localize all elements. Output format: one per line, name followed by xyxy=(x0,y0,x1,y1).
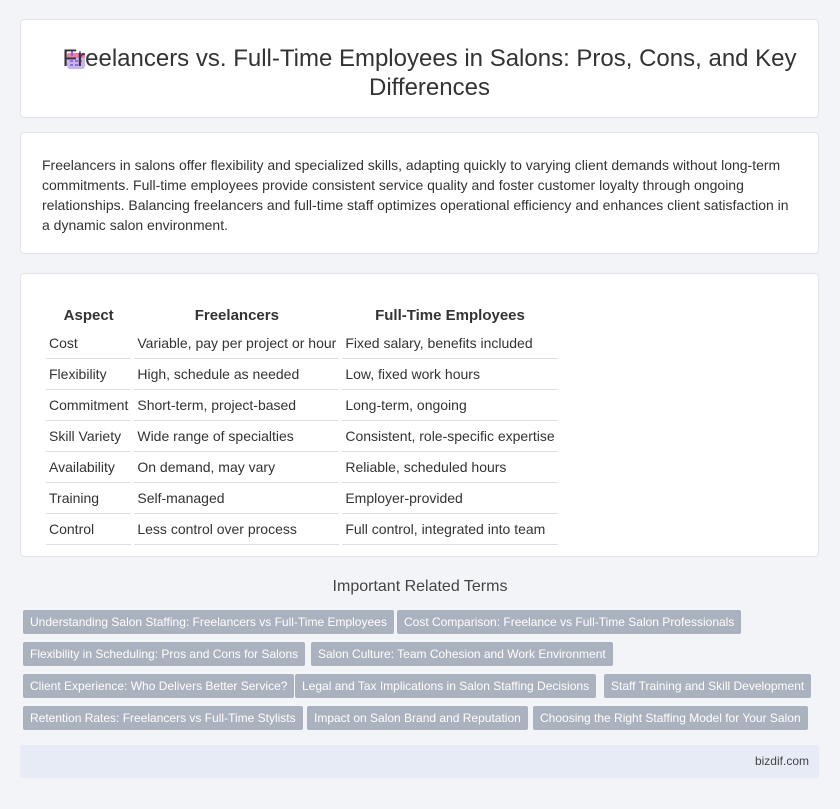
cell-aspect: Control xyxy=(46,514,131,545)
related-tag-link[interactable]: Salon Culture: Team Cohesion and Work Environment xyxy=(311,642,613,666)
cell-full-time: Low, fixed work hours xyxy=(342,359,557,390)
comparison-table xyxy=(43,296,561,545)
cell-full-time: Full control, integrated into team xyxy=(342,514,557,545)
intro-paragraph: Freelancers in salons offer flexibility and specialized skills, adapting quickly to varying client demands without long-term commitments. Full-time employees provide consistent service quality and foster customer loyalty through ongoing relationships. Balancing freelancers and full-time staff optimizes operational efficiency and enhances client satisfaction in a dynamic salon environment. xyxy=(42,157,789,233)
cell-freelancers: Wide range of specialties xyxy=(134,421,339,452)
intro-card xyxy=(20,132,819,254)
table-row xyxy=(46,359,558,390)
related-tag-link[interactable]: Impact on Salon Brand and Reputation xyxy=(307,706,528,730)
cell-full-time: Reliable, scheduled hours xyxy=(342,452,557,483)
related-terms-heading: Important Related Terms xyxy=(332,578,508,595)
header-freelancers: Freelancers xyxy=(194,307,279,324)
related-tag-link[interactable]: Choosing the Right Staffing Model for Your Salon xyxy=(533,706,808,730)
cell-freelancers: Short-term, project-based xyxy=(134,390,339,421)
cell-aspect: Cost xyxy=(46,328,131,359)
table-row xyxy=(46,483,558,514)
related-tag-link[interactable]: Flexibility in Scheduling: Pros and Cons for Salons xyxy=(23,642,305,666)
header-aspect: Aspect xyxy=(63,307,114,324)
related-tag-link[interactable]: Staff Training and Skill Development xyxy=(604,674,811,698)
title-card xyxy=(20,19,819,118)
header-full-time: Full-Time Employees xyxy=(375,307,525,324)
cell-full-time: Fixed salary, benefits included xyxy=(342,328,557,359)
related-tag-link[interactable]: Client Experience: Who Delivers Better Service? xyxy=(23,674,294,698)
cell-aspect: Availability xyxy=(46,452,131,483)
cell-aspect: Skill Variety xyxy=(46,421,131,452)
cell-freelancers: Variable, pay per project or hour xyxy=(134,328,339,359)
table-row xyxy=(46,452,558,483)
cell-aspect: Commitment xyxy=(46,390,131,421)
cell-full-time: Consistent, role-specific expertise xyxy=(342,421,557,452)
table-row xyxy=(46,421,558,452)
table-row xyxy=(46,514,558,545)
cell-freelancers: On demand, may vary xyxy=(134,452,339,483)
cell-aspect: Training xyxy=(46,483,131,514)
table-header-row xyxy=(46,296,558,328)
cell-full-time: Employer-provided xyxy=(342,483,557,514)
table-row xyxy=(46,328,558,359)
table-row xyxy=(46,390,558,421)
related-tag-link[interactable]: Legal and Tax Implications in Salon Staffing Decisions xyxy=(295,674,596,698)
related-tag-link[interactable]: Cost Comparison: Freelance vs Full-Time Salon Professionals xyxy=(397,610,741,634)
cell-freelancers: High, schedule as needed xyxy=(134,359,339,390)
cell-freelancers: Less control over process xyxy=(134,514,339,545)
comparison-card xyxy=(20,273,819,557)
cell-aspect: Flexibility xyxy=(46,359,131,390)
footer xyxy=(20,745,819,778)
cell-freelancers: Self-managed xyxy=(134,483,339,514)
related-tag-link[interactable]: Retention Rates: Freelancers vs Full-Time Stylists xyxy=(23,706,303,730)
related-tag-link[interactable]: Understanding Salon Staffing: Freelancers vs Full-Time Employees xyxy=(23,610,394,634)
site-name[interactable]: bizdif.com xyxy=(754,754,809,768)
cell-full-time: Long-term, ongoing xyxy=(342,390,557,421)
page-title: Freelancers vs. Full-Time Employees in Salons: Pros, Cons, and Key Differences xyxy=(62,45,797,101)
